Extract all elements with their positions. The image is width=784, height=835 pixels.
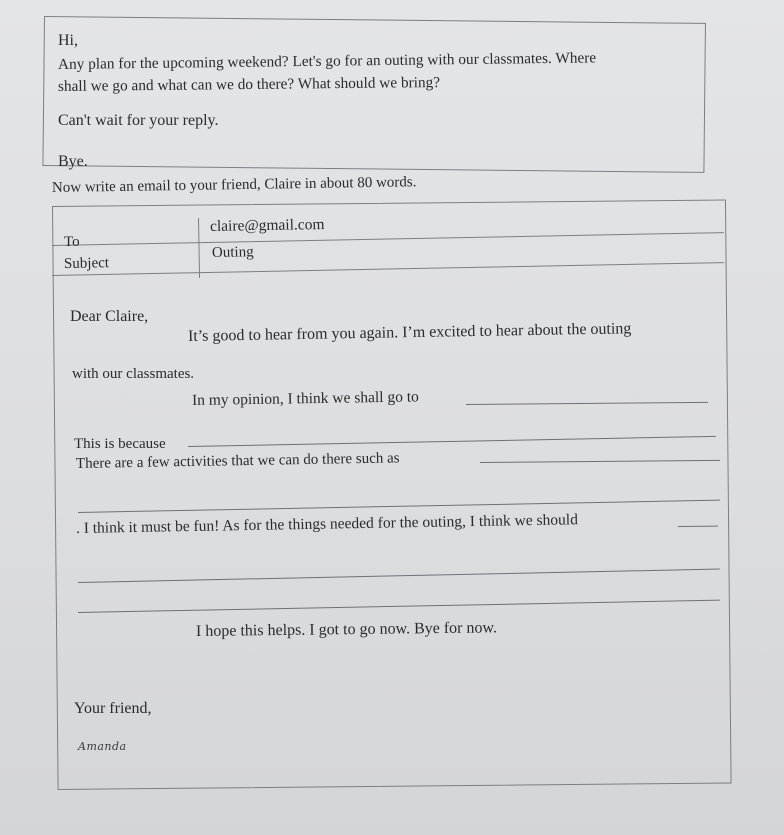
reply-line1: It’s good to hear from you again. I’m excited to hear about the outing	[187, 320, 632, 345]
reply-line2: with our classmates.	[72, 366, 195, 382]
letter-greeting: Hi,	[58, 32, 78, 49]
letter-signoff: Bye.	[58, 153, 88, 170]
reply-line6: . I think it must be fun! As for the things needed for the outing, I think we should	[75, 511, 579, 537]
reply-line5: There are a few activities that we can do there such as	[75, 450, 400, 472]
letter-body-line2: shall we go and what can we do there? What should we bring?	[57, 73, 441, 95]
to-value: claire@gmail.com	[209, 216, 325, 235]
letter-body-line1: Any plan for the upcoming weekend? Let's go for an outing with our classmates. Where	[57, 49, 597, 73]
reply-line7: I hope this helps. I got to go now. Bye for now.	[195, 619, 498, 640]
subject-label: Subject	[63, 255, 110, 272]
email-box	[52, 200, 732, 790]
letter-closing-line: Can't wait for your reply.	[58, 112, 219, 129]
signature: Amanda	[78, 740, 127, 753]
reply-line4: This is because	[74, 436, 166, 452]
instruction-text: Now write an email to your friend, Claire in about 80 words.	[51, 174, 417, 196]
reply-salutation: Dear Claire,	[70, 308, 149, 325]
subject-value: Outing	[211, 244, 254, 261]
reply-line3: In my opinion, I think we shall go to	[191, 388, 419, 409]
reply-closing: Your friend,	[74, 700, 152, 717]
to-label: To	[64, 234, 80, 250]
